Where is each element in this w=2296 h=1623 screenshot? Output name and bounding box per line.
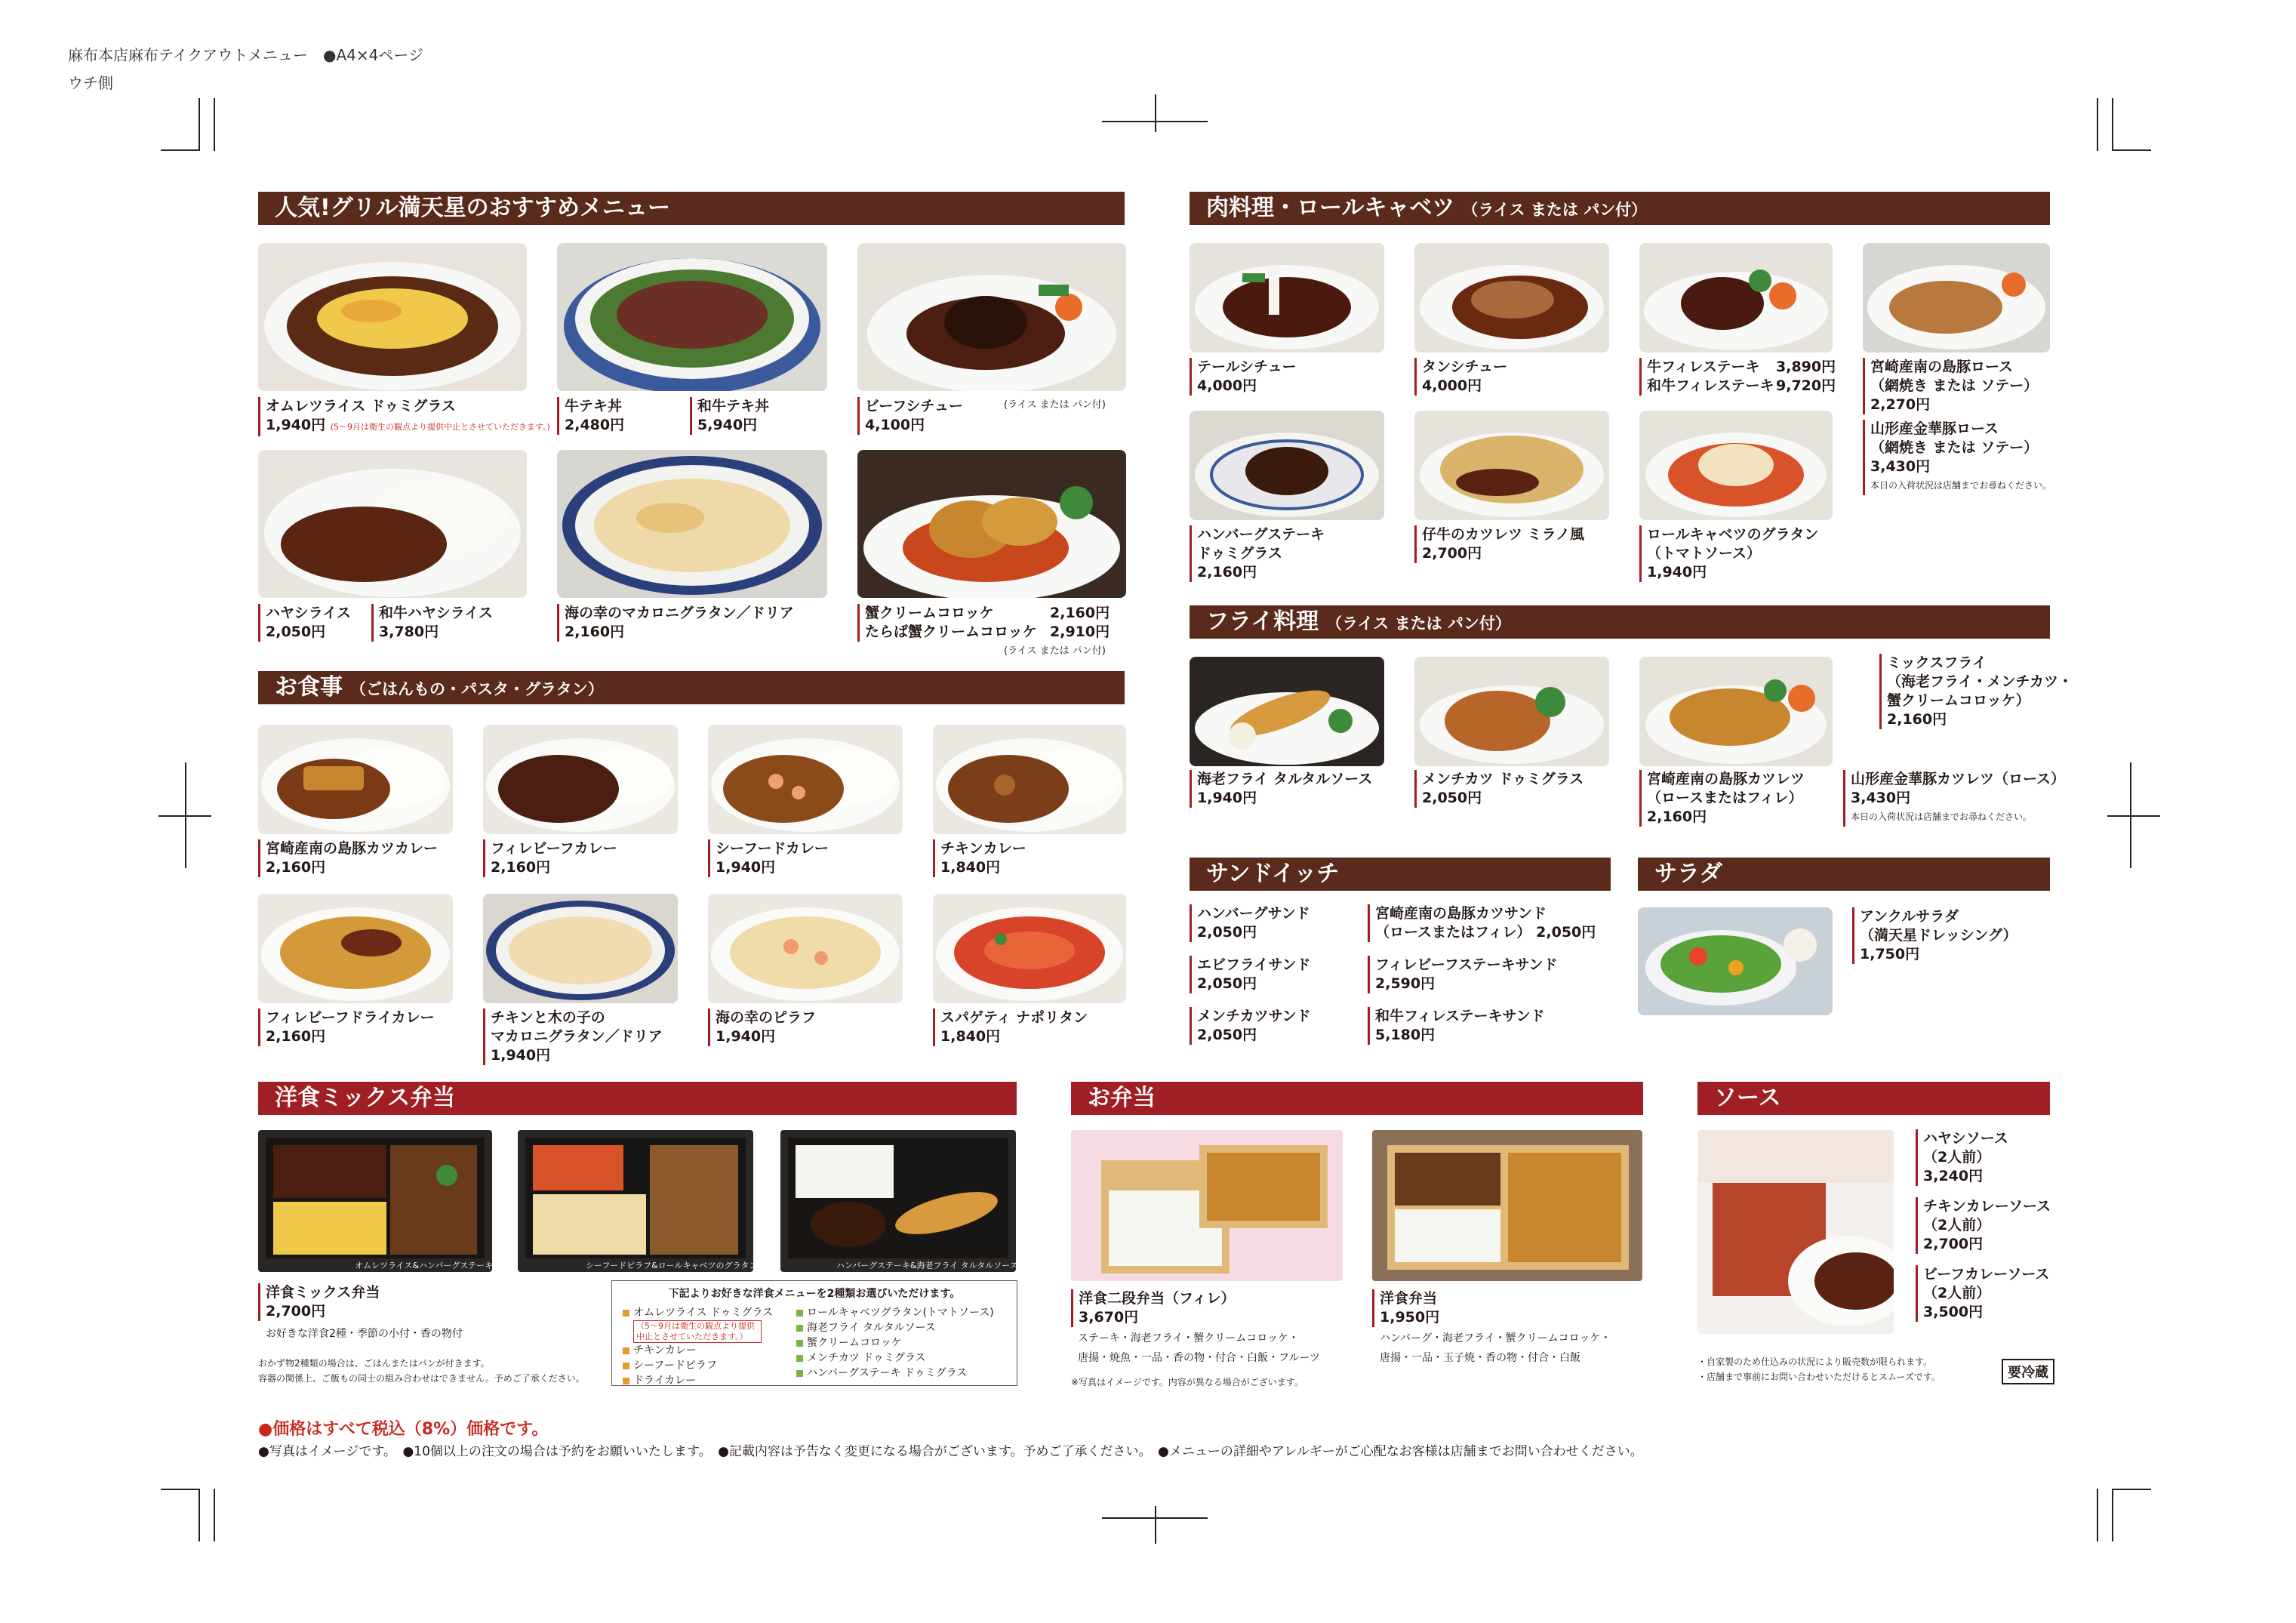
crab-caption (857, 604, 1129, 642)
gyuteki-name: 牛テキ丼 (565, 398, 623, 414)
meal-price-8: 1,840円 (940, 1028, 1001, 1045)
wagyuteki-price: 5,940円 (697, 417, 758, 433)
meat-subtitle: （ライス または パン付） (1462, 201, 1648, 219)
recommend-title: 人気!グリル満天星のおすすめメニュー (275, 195, 670, 221)
doc-sublabel: ウチ側 (68, 74, 113, 92)
meal-caption-5 (258, 1009, 435, 1046)
wagyuteki-name: 和牛テキ丼 (697, 398, 770, 414)
meal-price-6: 1,940円 (491, 1047, 551, 1064)
gyuteki-price: 2,480円 (565, 417, 625, 433)
omurice-name: オムレツライス ドゥミグラス (266, 398, 456, 414)
sauce-name-1: ハヤシソース (1923, 1130, 2008, 1147)
meal-name-4: チキンカレー (940, 840, 1026, 857)
macaroni-photo (557, 450, 827, 598)
filletsteak-photo (1639, 243, 1833, 353)
fry-price-5: 3,430円 (1851, 790, 1911, 806)
sandwich-caption-4 (1368, 956, 1558, 993)
sauce-note-1: ・自家製のため仕込みの状況により販売数が限られます。 (1697, 1357, 1933, 1367)
fry-caption-4 (1879, 654, 2073, 729)
crab-photo (857, 450, 1126, 598)
sandwich-name-1: ハンバーグサンド (1197, 905, 1310, 922)
crab1-price: 2,160円 (1050, 605, 1110, 621)
meal-name-1: 宮崎産南の島豚カツカレー (266, 840, 439, 857)
choice-left-1: オムレツライス ドゥミグラス (623, 1305, 773, 1320)
rollcabbage-photo (1639, 411, 1833, 520)
meal-caption-7 (708, 1009, 816, 1046)
meat-name-6: 仔牛のカツレツ ミラノ風 (1422, 526, 1585, 543)
crab1-name: 蟹クリームコロッケ (865, 605, 994, 621)
chickencurry-photo (933, 725, 1126, 834)
mixbento-caption (258, 1283, 380, 1321)
crab2-price: 2,910円 (1050, 624, 1110, 640)
fry-caption-1 (1190, 770, 1372, 808)
meal-caption-4 (933, 839, 1026, 877)
sandwich-title: サンドイッチ (1206, 861, 1340, 887)
choice-left-note: （5～9月は衛生の観点より提供中止とさせていただきます。） (633, 1320, 762, 1343)
drycurry-photo (258, 894, 453, 1003)
fry-name-2: メンチカツ ドゥミグラス (1422, 771, 1584, 787)
omurice-caption (258, 397, 550, 436)
wagyuhayashi-caption (371, 604, 493, 642)
meat-name2-3: 和牛フィレステーキ (1647, 377, 1774, 394)
meat-price-5: 2,160円 (1197, 564, 1257, 581)
hayashi-photo (258, 450, 527, 598)
sandwich-price-5: 2,050円 (1197, 1027, 1257, 1043)
meat-price-7: 1,940円 (1647, 564, 1707, 581)
bento-a-desc2: 唐揚・焼魚・一品・香の物・付合・白飯・フルーツ (1078, 1352, 1320, 1364)
salad-name: アンクルサラダ (1860, 908, 1959, 925)
fry-name3-4: 蟹クリームコロッケ） (1887, 692, 2030, 709)
bento-a-price: 3,670円 (1079, 1309, 1139, 1326)
sandwich-name-3: エビフライサンド (1197, 956, 1311, 973)
wagyuhayashi-name: 和牛ハヤシライス (379, 605, 494, 621)
meat-price-1: 4,000円 (1197, 377, 1257, 394)
meat-name-1: テールシチュー (1197, 359, 1297, 375)
salad-photo (1638, 907, 1833, 1015)
sauce-name-2: チキンカレーソース (1923, 1198, 2051, 1215)
fry-note-5: 本日の入荷状況は店舗までお尋ねください。 (1851, 812, 2033, 822)
mixbento-header (258, 1082, 1017, 1115)
pilaf-photo (708, 894, 903, 1003)
choice-right-2: 海老フライ タルタルソース (796, 1320, 994, 1335)
sandwich-name-5: メンチカツサンド (1197, 1008, 1311, 1024)
sauce-photo (1697, 1130, 1894, 1334)
fry-name2-4: （海老フライ・メンチカツ・ (1887, 673, 2073, 690)
bento-title: お弁当 (1088, 1085, 1156, 1111)
filletcurry-photo (483, 725, 678, 834)
sauce-caption-3 (1916, 1265, 2049, 1322)
sandwich-price-6: 5,180円 (1375, 1027, 1436, 1043)
hamburg-photo (1190, 411, 1384, 520)
bento-b-photo (1372, 1130, 1642, 1281)
meal-name-3: シーフードカレー (716, 840, 829, 857)
meat-name-7: ロールキャベツのグラタン (1647, 526, 1819, 543)
meat-price-6: 2,700円 (1422, 545, 1482, 562)
meal-caption-3 (708, 839, 829, 877)
meat-price-8: 3,430円 (1870, 458, 1931, 475)
meat-name2-8: （網焼き または ソテー） (1870, 439, 2039, 456)
choice-right-1: ロールキャベツグラタン(トマトソース) (796, 1305, 994, 1320)
meal-price-1: 2,160円 (266, 859, 326, 876)
choice-left-3: シーフードピラフ (623, 1358, 773, 1373)
sandwich-caption-5 (1190, 1007, 1311, 1045)
doc-label: 麻布本店麻布テイクアウトメニュー ●A4×4ページ (68, 46, 423, 64)
meat-caption-8 (1863, 420, 2051, 495)
tax-note: ●価格はすべて税込（8%）価格です。 (258, 1420, 549, 1439)
meal-caption-2 (483, 839, 617, 877)
sandwich-price-4: 2,590円 (1375, 975, 1436, 992)
meat-note-8: 本日の入荷状況は店舗までお尋ねください。 (1870, 480, 2052, 491)
mixbento-tag-2: シーフードピラフ&ロールキャベツのグラタン (586, 1261, 758, 1270)
cutlet-photo (1414, 411, 1609, 520)
sandwich-name-6: 和牛フィレステーキサンド (1375, 1008, 1545, 1024)
choice-left-4: ドライカレー (623, 1373, 773, 1388)
fry-name-1: 海老フライ タルタルソース (1197, 771, 1373, 787)
sandwich-price-3: 2,050円 (1197, 975, 1257, 992)
meat-name2-5: ドゥミグラス (1197, 545, 1282, 562)
meat-name2-7: （トマトソース） (1647, 545, 1762, 562)
meal-name-2: フィレビーフカレー (491, 840, 617, 857)
meat-title: 肉料理・ロールキャベツ (1206, 195, 1455, 221)
sauce-serv-1: （2人前） (1923, 1149, 1991, 1166)
meat-price-4: 2,270円 (1870, 396, 1931, 413)
meal-caption-6 (483, 1009, 663, 1065)
bento-b-name: 洋食弁当 (1380, 1290, 1438, 1307)
beefstew-caption (857, 397, 963, 435)
meat-header (1190, 192, 2050, 225)
bento-header (1071, 1082, 1643, 1115)
sandwich-caption-6 (1368, 1007, 1545, 1045)
salad-caption (1852, 907, 2017, 964)
sauce-caption-2 (1916, 1197, 2051, 1254)
fry-price-1: 1,940円 (1197, 790, 1257, 806)
meat-caption-2 (1414, 358, 1507, 396)
meat-caption-4 (1863, 358, 2038, 414)
katsucurry-photo (258, 725, 453, 834)
bento-b-caption (1372, 1289, 1439, 1327)
wagyuhayashi-price: 3,780円 (379, 624, 439, 640)
sandwich-caption-2 (1368, 904, 1596, 942)
fry-price-2: 2,050円 (1422, 790, 1482, 806)
sandwich-price-1: 2,050円 (1197, 924, 1257, 941)
fry-name-5: 山形産金華豚カツレツ（ロース） (1851, 771, 2066, 787)
bento-a-photo (1071, 1130, 1343, 1281)
crab2-name: たらば蟹クリームコロッケ (865, 624, 1037, 640)
salad-price: 1,750円 (1860, 946, 1920, 962)
fry-name-3: 宮崎産南の島豚カツレツ (1647, 771, 1805, 787)
mixbento-tag-3: ハンバーグステーキ&海老フライ タルタルソース (836, 1261, 1018, 1270)
footer-notes: ●写真はイメージです。 ●10個以上の注文の場合は予約をお願いいたします。 ●記載内容は予告なく変更になる場合がございます。予めご了承ください。 ●メニューの詳細やアレルギーがご心配なお客様は店舗までお問い合わせください。 (258, 1444, 1643, 1459)
meat-price-3: 3,890円 (1776, 359, 1836, 375)
choice-box-title: 下記よりお好きな洋食メニューを2種類お選びいただけます。 (668, 1288, 961, 1300)
omurice-note: (5～9月は衛生の観点より提供中止とさせていただきます。) (330, 422, 550, 432)
meat-caption-3 (1639, 358, 1843, 396)
salad-title: サラダ (1654, 861, 1722, 887)
bento-a-desc: ステーキ・海老フライ・蟹クリームコロッケ・ (1078, 1332, 1300, 1344)
tonguestew-photo (1414, 243, 1609, 353)
sauce-name-3: ビーフカレーソース (1923, 1266, 2050, 1283)
sauce-price-2: 2,700円 (1923, 1236, 1984, 1252)
sandwich-name-2: 宮崎産南の島豚カツサンド (1375, 905, 1547, 922)
sauce-price-3: 3,500円 (1923, 1304, 1984, 1320)
meat-name-3: 牛フィレステーキ (1647, 359, 1760, 375)
fry-subtitle: （ライス または パン付） (1326, 614, 1511, 633)
mixbento-note-1: おかず物2種類の場合は、ごはんまたはパンが付きます。 (258, 1358, 490, 1369)
bento-b-desc: ハンバーグ・海老フライ・蟹クリームコロッケ・ (1380, 1332, 1611, 1344)
salad-header (1638, 858, 2050, 891)
sandwich-price-2: 2,050円 (1536, 924, 1596, 941)
refrigerate-stamp: 要冷蔵 (2002, 1359, 2054, 1384)
meat-name2-4: （網焼き または ソテー） (1870, 377, 2039, 394)
mixbento-title: 洋食ミックス弁当 (275, 1085, 456, 1111)
mixbento-note-2: 容器の関係上、ご飯もの同士の組み合わせはできません。予めご了承ください。 (258, 1373, 585, 1384)
meals-header (258, 671, 1125, 704)
beefstew-note: (ライス または パン付) (1004, 399, 1106, 411)
omurice-price: 1,940円 (266, 417, 326, 433)
salad-name2: （満天星ドレッシング） (1860, 927, 2017, 944)
meat-caption-7 (1639, 525, 1818, 582)
meal-price-7: 1,940円 (716, 1028, 776, 1045)
mixbento-photo-1 (258, 1130, 492, 1272)
porkloin-photo (1863, 243, 2050, 353)
macaroni-caption (557, 604, 794, 642)
sauce-price-1: 3,240円 (1923, 1168, 1984, 1184)
sauce-note-2: ・店舗まで事前にお問い合わせいただけるとスムーズです。 (1697, 1372, 1941, 1382)
meat-caption-5 (1190, 525, 1325, 582)
meat-caption-6 (1414, 525, 1584, 563)
meat-name-2: タンシチュー (1422, 359, 1507, 375)
choice-right-5: ハンバーグステーキ ドゥミグラス (796, 1366, 994, 1381)
fry-caption-3 (1639, 770, 1805, 827)
meat-name-4: 宮崎産南の島豚ロース (1870, 359, 2014, 375)
sauce-serv-3: （2人前） (1923, 1285, 1991, 1301)
seafoodcurry-photo (708, 725, 903, 834)
meat-price-2: 4,000円 (1422, 377, 1482, 394)
mixbento-photo-3 (780, 1130, 1016, 1272)
mixbento-desc: お好きな洋食2種・季節の小付・香の物付 (266, 1328, 463, 1340)
napolitan-photo (933, 894, 1126, 1003)
meat-caption-1 (1190, 358, 1297, 396)
sandwich-name2-2: （ロースまたはフィレ） (1375, 924, 1531, 941)
mixbento-tag-1: オムレツライス&ハンバーグステーキ (355, 1261, 494, 1270)
choice-left-2: チキンカレー (623, 1343, 773, 1358)
meal-caption-1 (258, 839, 438, 877)
meal-name-8: スパゲティ ナポリタン (940, 1009, 1088, 1026)
sauce-title: ソース (1714, 1085, 1781, 1111)
mixbento-name: 洋食ミックス弁当 (266, 1284, 380, 1301)
meal-price-2: 2,160円 (491, 859, 551, 876)
bento-b-desc2: 唐揚・一品・玉子焼・香の物・付合・白飯 (1380, 1352, 1580, 1364)
choice-left-list (623, 1305, 773, 1388)
omurice-photo (258, 243, 527, 391)
mixbento-choice-box (611, 1280, 1017, 1386)
hayashi-name: ハヤシライス (266, 605, 352, 621)
bento-b-price: 1,950円 (1380, 1309, 1440, 1326)
meal-name2-6: マカロニグラタン／ドリア (491, 1028, 663, 1045)
mixbento-price: 2,700円 (266, 1303, 326, 1320)
choice-right-list (796, 1305, 994, 1381)
mixbento-photo-2 (518, 1130, 753, 1272)
meat-name-8: 山形産金華豚ロース (1870, 420, 1999, 437)
bento-note: ※写真はイメージです。内容が異なる場合がございます。 (1071, 1377, 1303, 1387)
fry-price-3: 2,160円 (1647, 808, 1707, 825)
meal-price-4: 1,840円 (940, 859, 1001, 876)
hayashi-price: 2,050円 (266, 624, 326, 640)
menchi-photo (1414, 657, 1609, 766)
fry-caption-2 (1414, 770, 1584, 808)
beefstew-price: 4,100円 (865, 417, 925, 433)
recommend-header (258, 192, 1125, 225)
crab-note: (ライス または パン付) (1004, 645, 1106, 657)
ebifry-photo (1190, 657, 1384, 766)
sandwich-name-4: フィレビーフステーキサンド (1375, 956, 1558, 973)
sandwich-header (1190, 858, 1611, 891)
fry-caption-5 (1843, 770, 2065, 827)
meal-name-6: チキンと木の子の (491, 1009, 605, 1026)
meat-price2-3: 9,720円 (1776, 377, 1836, 394)
fry-name2-3: （ロースまたはフィレ） (1647, 790, 1803, 806)
sauce-serv-2: （2人前） (1923, 1217, 1991, 1233)
sandwich-caption-1 (1190, 904, 1310, 942)
porkcutlet-photo (1639, 657, 1833, 766)
meal-caption-8 (933, 1009, 1088, 1046)
choice-right-3: 蟹クリームコロッケ (796, 1335, 994, 1350)
meal-name-5: フィレビーフドライカレー (266, 1009, 435, 1026)
meal-price-3: 1,940円 (716, 859, 776, 876)
macaroni-price: 2,160円 (565, 624, 625, 640)
hayashi-caption (258, 604, 351, 642)
meals-title: お食事 (275, 674, 343, 701)
bento-a-name: 洋食二段弁当（フィレ） (1079, 1290, 1236, 1307)
sauce-header (1697, 1082, 2050, 1115)
tailstew-photo (1190, 243, 1384, 353)
sandwich-caption-3 (1190, 956, 1310, 993)
fry-title: フライ料理 (1206, 608, 1319, 635)
macaroni-name: 海の幸のマカロニグラタン／ドリア (565, 605, 794, 621)
meal-price-5: 2,160円 (266, 1028, 326, 1045)
meat-name-5: ハンバーグステーキ (1197, 526, 1325, 543)
sauce-caption-1 (1916, 1129, 2008, 1186)
wagyuteki-caption (690, 397, 769, 435)
fry-header (1190, 605, 2050, 639)
fry-name-4: ミックスフライ (1887, 654, 1987, 671)
beefstew-name: ビーフシチュー (865, 398, 963, 414)
chickengratin-photo (483, 894, 678, 1003)
bento-a-caption (1071, 1289, 1235, 1327)
meal-name-7: 海の幸のピラフ (716, 1009, 817, 1026)
gyuteki-caption (557, 397, 624, 435)
gyuteki-photo (557, 243, 827, 391)
choice-right-4: メンチカツ ドゥミグラス (796, 1350, 994, 1366)
beefstew-photo (857, 243, 1126, 391)
fry-price-4: 2,160円 (1887, 711, 1947, 728)
meals-subtitle: （ごはんもの・パスタ・グラタン） (350, 680, 604, 698)
